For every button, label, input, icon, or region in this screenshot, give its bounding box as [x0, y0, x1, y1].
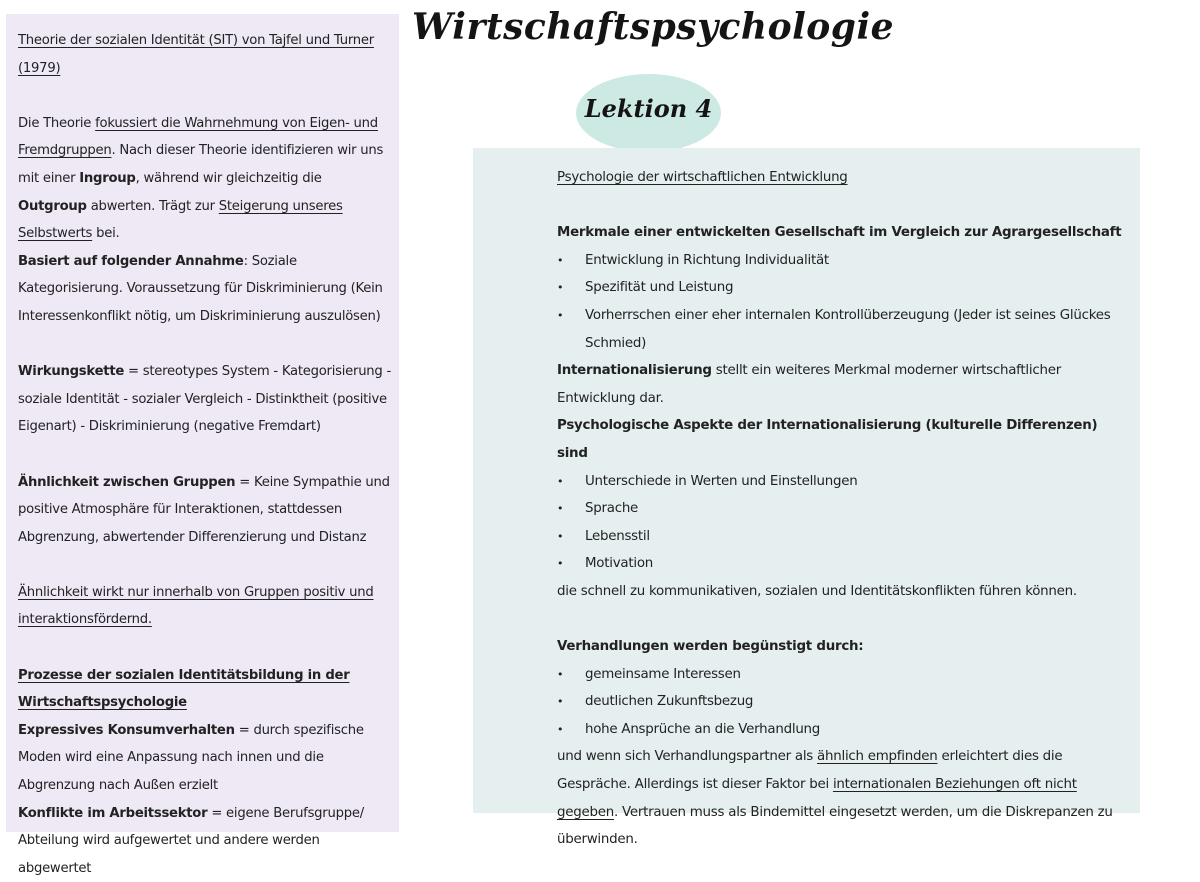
text: bei. — [92, 226, 120, 242]
features-heading — [557, 219, 1130, 247]
features-list — [557, 247, 1130, 357]
text: . Nach dieser Theorie identifizieren wir uns mit einer — [18, 143, 384, 186]
negotiation-list — [557, 661, 1130, 744]
term-consumption: Expressives Konsumverhalten — [18, 722, 235, 738]
text-underlined: ähnlich empfinden — [817, 749, 938, 765]
text: Die Theorie — [18, 115, 96, 131]
list-item: • Entwicklung in Richtung Individualität — [557, 247, 1130, 275]
text-bold: Verhandlungen werden begünstigt durch: — [557, 639, 864, 655]
sit-paragraph-assumption — [18, 248, 391, 331]
sit-paragraph-similarity — [18, 469, 391, 552]
negotiation-heading — [557, 633, 1130, 661]
term-similarity: Ähnlichkeit zwischen Gruppen — [18, 474, 236, 490]
right-panel-economic-development — [473, 148, 1140, 848]
text: , während wir gleichzeitig die — [135, 170, 322, 186]
term-internationalization: Internationalisierung — [557, 363, 712, 379]
identity-process-work-conflict — [18, 800, 391, 882]
text: = stereotypes System - Kategorisierung - soziale Identität - sozialer Vergleich - Distinktheit (positive Eigenart) - Diskriminierung (negative Fremdart) — [18, 364, 391, 435]
development-heading: Psychologie der wirtschaftlichen Entwicklung — [557, 170, 848, 185]
list-item: • Spezifität und Leistung — [557, 274, 1130, 302]
sit-paragraph-intro — [18, 110, 391, 248]
list-item: • hohe Ansprüche an die Verhandlung — [557, 716, 1130, 744]
aspects-list — [557, 468, 1130, 578]
text: = Keine Sympathie und positive Atmosphäre für Interaktionen, stattdessen Abgrenzung, abwertender Differenzierung und Distanz — [18, 474, 390, 545]
identity-process-consumption — [18, 717, 391, 800]
text: abwerten. Trägt zur — [86, 198, 219, 214]
text-underlined: internationalen Beziehungen oft nicht gegeben — [557, 777, 1077, 820]
list-item: • Lebensstil — [557, 523, 1130, 551]
list-item: • Motivation — [557, 550, 1130, 578]
left-panel-sit-theory — [6, 14, 399, 876]
aspects-conclusion: die schnell zu kommunikativen, sozialen und Identitätskonflikten führen können. — [557, 583, 1077, 599]
sit-paragraph-similarity-note: Ähnlichkeit wirkt nur innerhalb von Gruppen positiv und interaktionsfördernd. — [18, 584, 374, 628]
negotiation-closing — [557, 743, 1130, 853]
list-item: • Vorherrschen einer eher internalen Kontrollüberzeugung (Jeder ist seines Glückes Schmied) — [557, 302, 1130, 357]
list-item: • gemeinsame Interessen — [557, 661, 1130, 689]
lesson-badge: Lektion 4 — [584, 94, 713, 123]
text-underlined: Steigerung unseres Selbstwerts — [18, 198, 343, 242]
text: und wenn sich Verhandlungspartner als — [557, 749, 818, 765]
text-bold: Merkmale einer entwickelten Gesellschaft im Vergleich zur Agrargesellschaft — [557, 225, 1122, 241]
text: . Vertrauen muss als Bindemittel eingesetzt werden, um die Diskrepanzen zu überwinden. — [557, 804, 1113, 848]
term-ingroup: Ingroup — [79, 170, 136, 186]
sit-paragraph-effect-chain — [18, 358, 391, 441]
text-underlined: fokussiert die Wahrnehmung von Eigen- und Fremdgruppen — [18, 115, 378, 159]
text-bold: Psychologische Aspekte der Internationalisierung (kulturelle Differenzen) sind — [557, 418, 1098, 461]
page-title: Wirtschaftspsychologie — [412, 6, 895, 48]
text: : Soziale Kategorisierung. Voraussetzung für Diskriminierung (Kein Interessenkonflikt nötig, um Diskriminierung auszulösen) — [18, 253, 383, 324]
term-effect-chain: Wirkungskette — [18, 364, 125, 380]
internationalization-paragraph — [557, 357, 1130, 412]
term-assumption: Basiert auf folgender Annahme — [18, 253, 244, 269]
list-item: • Sprache — [557, 495, 1130, 523]
term-work-conflict: Konflikte im Arbeitssektor — [18, 805, 208, 821]
text: stellt ein weiteres Merkmal moderner wirtschaftlicher Entwicklung dar. — [557, 363, 1061, 406]
sit-heading: Theorie der sozialen Identität (SIT) von Tajfel und Turner (1979) — [18, 33, 374, 76]
text: = durch spezifische Moden wird eine Anpassung nach innen und die Abgrenzung nach Außen erzielt — [18, 722, 364, 794]
text: erleichtert dies die Gespräche. Allerdings ist dieser Faktor bei — [557, 749, 1063, 793]
text: = eigene Berufsgruppe/ Abteilung wird aufgewertet und andere werden abgewertet — [18, 805, 364, 876]
list-item: • Unterschiede in Werten und Einstellungen — [557, 468, 1130, 496]
identity-processes-heading: Prozesse der sozialen Identitätsbildung in der Wirtschaftspsychologie — [18, 667, 350, 711]
aspects-heading — [557, 412, 1130, 467]
list-item: • deutlichen Zukunftsbezug — [557, 688, 1130, 716]
term-outgroup: Outgroup — [18, 198, 87, 214]
